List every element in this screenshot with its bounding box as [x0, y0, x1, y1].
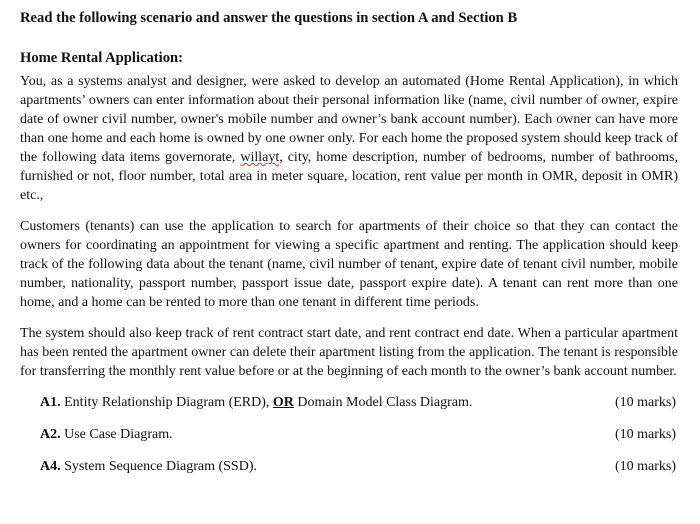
question-label: Use Case Diagram. [60, 427, 173, 442]
paragraph-contract: The system should also keep track of rent contract start date, and rent contract end date. When a particular apartment has been rented the apartment owner can delete their apartment listing from the application. The tenant is responsible for transferring the monthly rent value before or at the beginning of each month to the owner’s bank account number. [20, 326, 678, 379]
question-text [40, 393, 472, 413]
spellcheck-flagged-word: willayt [240, 150, 280, 165]
question-emphasis: OR [272, 395, 294, 410]
question-marks: (10 marks) [614, 427, 676, 442]
paragraph-owners-text-end: , city, home description, number of bedrooms, number of bathrooms, furnished or not, floor number, total area in meter square, location, rent value per month in OMR, deposit in OMR) etc., [20, 150, 678, 203]
question-row [20, 457, 678, 477]
section-heading: Home Rental Application: [20, 50, 183, 66]
question-text [40, 457, 257, 477]
question-number: A2. [40, 427, 61, 442]
paragraph-tenants: Customers (tenants) can use the application to search for apartments of their choice so that they can contact the owners for coordinating an appointment for viewing a specific apartment and renting. The application should keep track of the following data about the tenant (name, civil number of tenant, expire date of tenant civil number, mobile number, nationality, passport number, passport issue date, passport expire date). A tenant can rent more than one home, and a home can be rented to more than one tenant in different time periods. [20, 219, 678, 310]
question-number: A1. [40, 395, 61, 410]
instructions: Read the following scenario and answer the questions in section A and Section B [20, 10, 518, 26]
question-number: A4. [40, 459, 61, 474]
question-label-end: Domain Model Class Diagram. [293, 395, 473, 410]
question-list [20, 393, 678, 477]
question-text [40, 425, 173, 445]
paragraph-owners [20, 72, 678, 205]
question-row [20, 393, 678, 413]
question-row [20, 425, 678, 445]
question-marks: (10 marks) [614, 459, 676, 474]
question-marks: (10 marks) [614, 395, 676, 410]
question-label: Entity Relationship Diagram (ERD), [60, 395, 273, 410]
paragraph-owners-text: You, as a systems analyst and designer, were asked to develop an automated (Home Rental Application), in which apartments’ owners can enter information about their personal information like (name, civil number of owner, expire date of owner civil number, owner's mobile number and owner’s bank account number). Each owner can have more than one home and each home is owned by one owner only. For each home the proposed system should keep track of the following data items governorate, [20, 74, 678, 165]
question-label: System Sequence Diagram (SSD). [60, 459, 257, 474]
